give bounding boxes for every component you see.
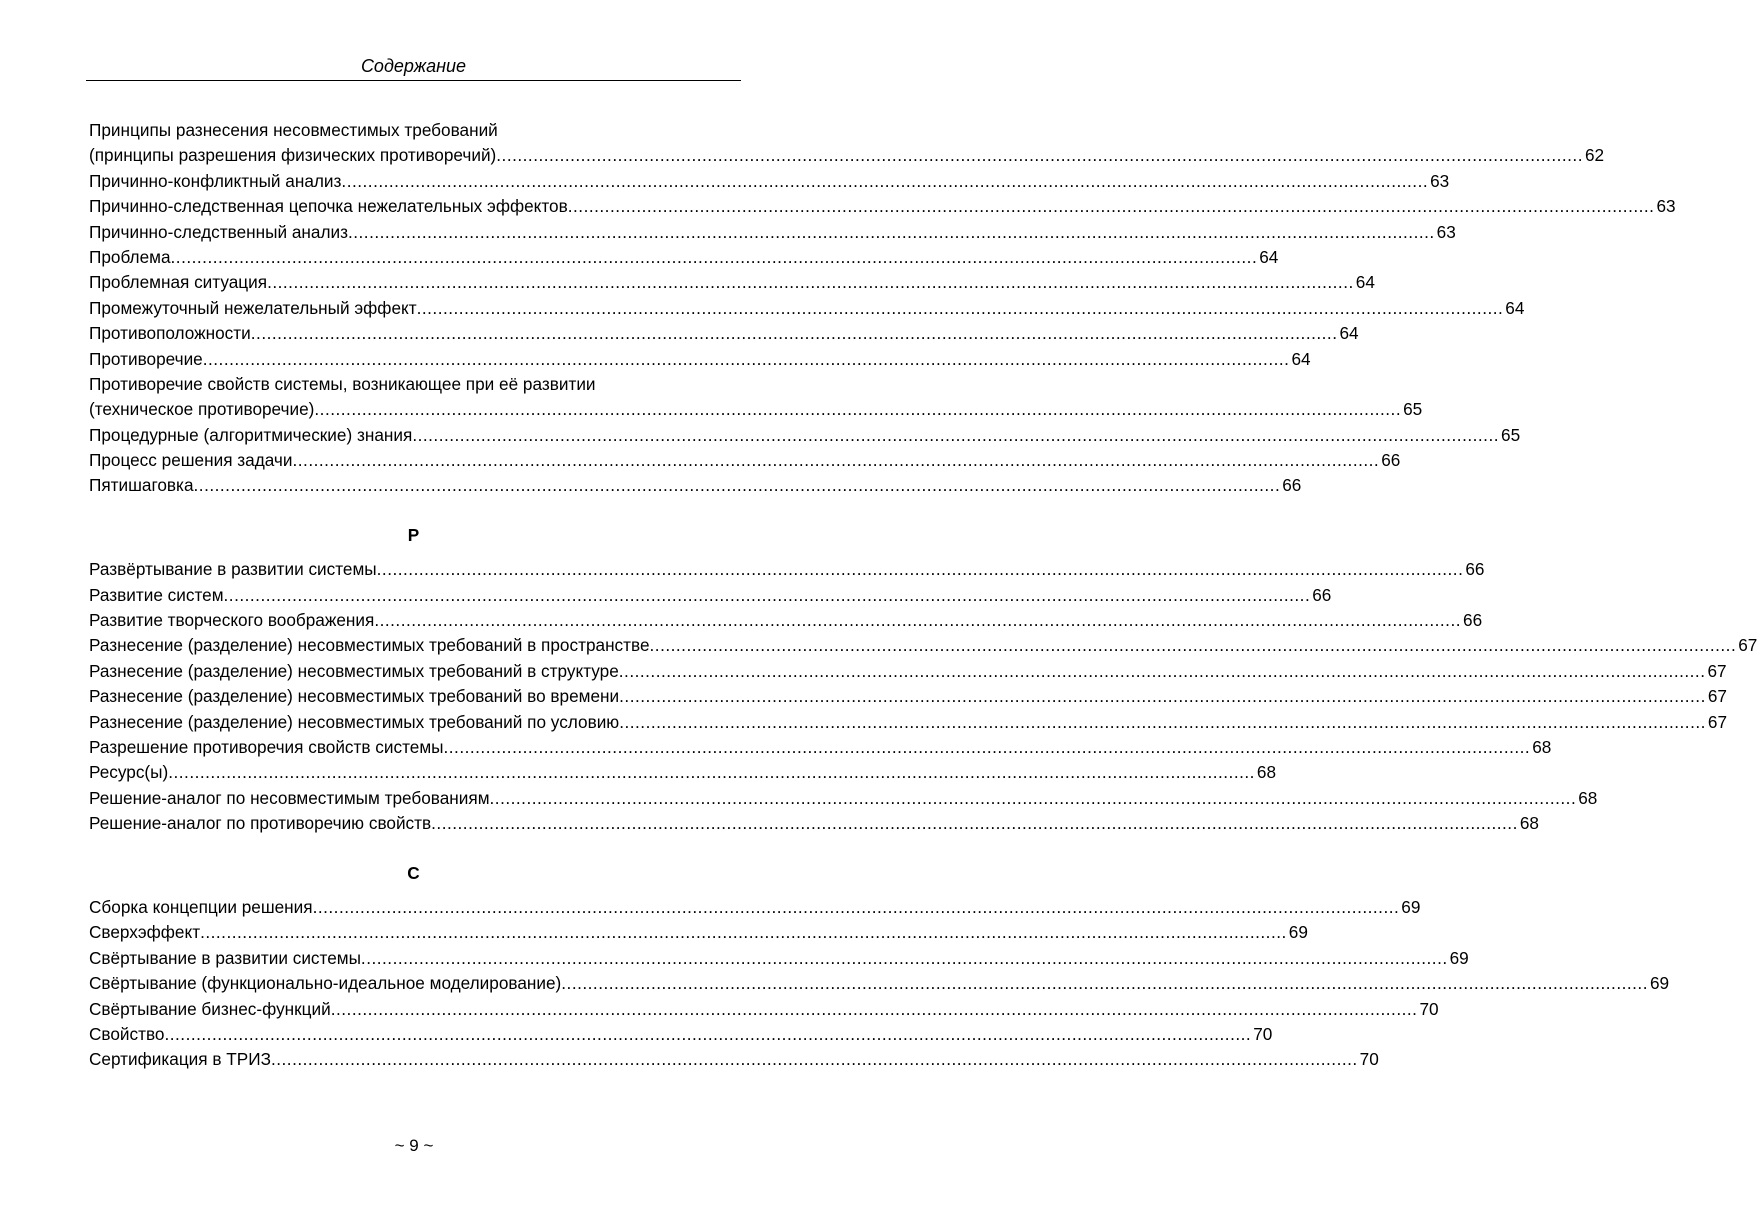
toc-entry-page: 65 xyxy=(1501,424,1521,445)
section-letter-r: Р xyxy=(407,524,420,545)
toc-entry-page: 69 xyxy=(1288,922,1308,943)
toc-entry-title: Ресурс(ы) xyxy=(89,762,169,783)
dot-leader xyxy=(224,583,1311,608)
toc-entry[interactable] xyxy=(89,220,1456,245)
toc-group-p xyxy=(89,118,1676,499)
toc-entry-title: Разрешение противоречия свойств системы xyxy=(89,736,444,757)
toc-entry[interactable] xyxy=(89,270,1375,295)
toc-entry-title: Причинно-конфликтный анализ xyxy=(89,170,342,191)
dot-leader xyxy=(412,423,1499,448)
toc-entry[interactable] xyxy=(89,895,1421,920)
dot-leader xyxy=(200,920,1287,945)
toc-entry-title: Проблема xyxy=(89,246,171,267)
toc-entry[interactable] xyxy=(89,946,1469,971)
section-letter-s: С xyxy=(407,862,420,883)
dot-leader xyxy=(348,220,1435,245)
toc-entry-title: Свёртывание в развитии системы xyxy=(89,947,361,968)
toc-entry[interactable] xyxy=(89,347,1311,372)
toc-entry[interactable] xyxy=(89,735,1552,760)
toc-entry[interactable] xyxy=(89,423,1521,448)
toc-entry[interactable] xyxy=(89,557,1485,582)
dot-leader xyxy=(444,735,1531,760)
toc-entry-title: Сертификация в ТРИЗ xyxy=(89,1049,271,1070)
toc-entry-title: Свёртывание бизнес-функций xyxy=(89,998,331,1019)
dot-leader xyxy=(267,270,1354,295)
toc-entry-page: 67 xyxy=(1738,635,1757,656)
header-rule xyxy=(86,80,741,81)
toc-entry-title: Свёртывание (функционально-идеальное моделирование) xyxy=(89,973,562,994)
toc-entry[interactable] xyxy=(89,786,1598,811)
toc-entry-page: 67 xyxy=(1707,660,1727,681)
toc-entry-title: Проблемная ситуация xyxy=(89,272,268,293)
toc-entry-page: 66 xyxy=(1465,559,1485,580)
toc-entry-page: 70 xyxy=(1419,998,1439,1019)
toc-entry-title: Противоречие xyxy=(89,348,203,369)
toc-entry-title: Свойство xyxy=(89,1023,165,1044)
toc-entry-page: 68 xyxy=(1578,787,1598,808)
page-number: ~ 9 ~ xyxy=(394,1136,434,1155)
dot-leader xyxy=(561,971,1648,996)
dot-leader xyxy=(194,473,1281,498)
dot-leader xyxy=(417,296,1504,321)
toc-entry-title: Сверхэффект xyxy=(89,922,201,943)
dot-leader xyxy=(431,811,1518,836)
dot-leader xyxy=(374,608,1461,633)
toc-entry-title: Пятишаговка xyxy=(89,475,194,496)
toc-entry-page: 64 xyxy=(1339,323,1359,344)
toc-entry-title-line: Принципы разнесения несовместимых требований xyxy=(89,120,498,140)
toc-entry-title: (принципы разрешения физических противоречий) xyxy=(89,145,497,166)
dot-leader xyxy=(314,397,1401,422)
dot-leader xyxy=(377,557,1464,582)
dot-leader xyxy=(341,169,1428,194)
dot-leader xyxy=(251,321,1338,346)
toc-entry[interactable] xyxy=(89,1047,1379,1072)
toc-entry-title-line: Противоречие свойств системы, возникающее при её развитии xyxy=(89,373,596,394)
toc-entry-title: Причинно-следственный анализ xyxy=(89,221,348,242)
toc-entry-title: Решение-аналог по несовместимым требованиям xyxy=(89,787,490,808)
toc-entry[interactable] xyxy=(89,397,1423,422)
toc-entry-title: Процедурные (алгоритмические) знания xyxy=(89,424,413,445)
toc-entry[interactable] xyxy=(89,684,1727,709)
toc-entry[interactable] xyxy=(89,169,1450,194)
toc-entry[interactable] xyxy=(89,920,1308,945)
toc-entry-page: 70 xyxy=(1359,1049,1379,1070)
toc-entry-page: 68 xyxy=(1532,736,1552,757)
toc-entry-title: Разнесение (разделение) несовместимых требований в пространстве xyxy=(89,635,650,656)
toc-entry[interactable] xyxy=(89,296,1525,321)
toc-entry-title: Разнесение (разделение) несовместимых требований в структуре xyxy=(89,660,619,681)
toc-entry-page: 64 xyxy=(1355,272,1375,293)
toc-entry[interactable] xyxy=(89,811,1539,836)
toc-entry-page: 62 xyxy=(1584,145,1605,166)
toc-entry-title: Разнесение (разделение) несовместимых требований по условию xyxy=(89,711,620,732)
table-of-contents xyxy=(89,118,1757,1073)
toc-entry-title: Причинно-следственная цепочка нежелательных эффектов xyxy=(89,196,568,217)
toc-entry-page: 69 xyxy=(1449,947,1469,968)
toc-entry-page: 63 xyxy=(1436,221,1456,242)
dot-leader xyxy=(313,895,1400,920)
dot-leader xyxy=(293,448,1380,473)
toc-entry-page: 66 xyxy=(1282,475,1302,496)
toc-entry[interactable] xyxy=(89,143,1605,168)
toc-entry-title: Процесс решения задачи xyxy=(89,450,293,471)
dot-leader xyxy=(650,633,1737,658)
toc-entry[interactable] xyxy=(89,608,1483,633)
toc-entry[interactable] xyxy=(89,997,1439,1022)
toc-entry-page: 68 xyxy=(1519,813,1539,834)
toc-entry-title: Решение-аналог по противоречию свойств xyxy=(89,813,432,834)
toc-entry-page: 68 xyxy=(1256,762,1277,783)
dot-leader xyxy=(568,194,1655,219)
toc-entry[interactable] xyxy=(89,710,1728,735)
dot-leader xyxy=(490,786,1577,811)
toc-entry-title: Промежуточный нежелательный эффект xyxy=(89,297,417,318)
dot-leader xyxy=(496,143,1583,168)
dot-leader xyxy=(271,1047,1358,1072)
toc-entry[interactable] xyxy=(89,583,1332,608)
dot-leader xyxy=(168,760,1255,785)
toc-entry-page: 69 xyxy=(1649,973,1670,994)
toc-entry-page: 65 xyxy=(1403,399,1423,420)
toc-entry-page: 69 xyxy=(1401,896,1421,917)
toc-entry[interactable] xyxy=(89,633,1757,658)
toc-entry[interactable] xyxy=(89,1022,1273,1047)
toc-entry-title: Сборка концепции решения xyxy=(89,896,313,917)
toc-entry[interactable] xyxy=(89,321,1359,346)
toc-entry[interactable] xyxy=(89,194,1676,219)
toc-entry-page: 64 xyxy=(1259,246,1279,267)
dot-leader xyxy=(619,684,1706,709)
toc-entry[interactable] xyxy=(89,760,1277,785)
dot-leader xyxy=(619,659,1706,684)
dot-leader xyxy=(331,997,1418,1022)
toc-group-r xyxy=(89,557,1757,836)
toc-entry-page: 66 xyxy=(1381,450,1401,471)
toc-entry-page: 67 xyxy=(1707,686,1727,707)
toc-entry-title: Развёртывание в развитии системы xyxy=(89,559,377,580)
dot-leader xyxy=(164,1022,1251,1047)
toc-entry[interactable] xyxy=(89,473,1302,498)
toc-entry[interactable] xyxy=(89,971,1670,996)
toc-entry-page: 63 xyxy=(1656,196,1676,217)
toc-entry[interactable] xyxy=(89,448,1401,473)
toc-entry-title: Развитие систем xyxy=(89,584,224,605)
toc-entry-title: Противоположности xyxy=(89,323,251,344)
dot-leader xyxy=(619,710,1706,735)
dot-leader xyxy=(203,347,1290,372)
dot-leader xyxy=(171,245,1258,270)
toc-entry-title: Разнесение (разделение) несовместимых требований во времени xyxy=(89,686,620,707)
toc-entry[interactable] xyxy=(89,245,1279,270)
toc-entry-page: 66 xyxy=(1312,584,1332,605)
running-header: Содержание xyxy=(360,56,467,76)
toc-entry-page: 70 xyxy=(1253,1023,1273,1044)
toc-entry-page: 63 xyxy=(1430,170,1450,191)
toc-entry-title: (техническое противоречие) xyxy=(89,399,315,420)
toc-entry-page: 67 xyxy=(1707,711,1728,732)
toc-group-s xyxy=(89,895,1670,1073)
toc-entry-page: 66 xyxy=(1463,610,1483,631)
toc-entry-page: 64 xyxy=(1505,297,1525,318)
toc-entry[interactable] xyxy=(89,659,1727,684)
toc-entry-page: 64 xyxy=(1291,348,1311,369)
dot-leader xyxy=(361,946,1448,971)
toc-entry-title: Развитие творческого воображения xyxy=(89,610,375,631)
